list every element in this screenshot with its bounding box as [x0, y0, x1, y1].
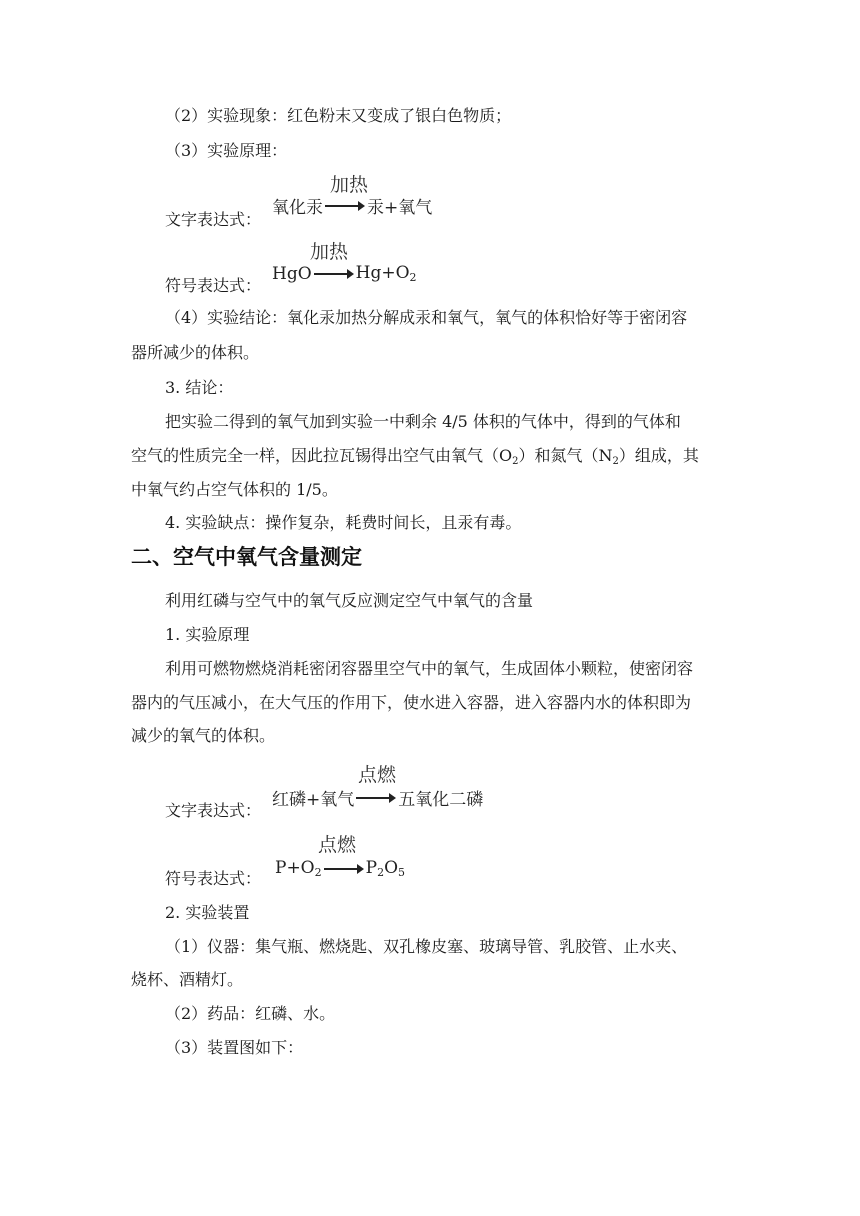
conclusion-heading: 3. 结论：: [165, 378, 234, 397]
product: Hg+O2: [355, 263, 417, 284]
product: 五氧化二磷: [398, 790, 484, 810]
symbol-equation-label: 符号表达式：: [165, 276, 262, 295]
apparatus-instruments: （1）仪器：集气瓶、燃烧匙、双孔橡皮塞、玻璃导管、乳胶管、止水夹、: [165, 937, 688, 956]
principle-text-2: 器内的气压减小，在大气压的作用下，使水进入容器，进入容器内水的体积即为: [131, 693, 692, 712]
symbol-equation: [275, 858, 405, 879]
apparatus-instruments-cont: 烧杯、酒精灯。: [131, 970, 244, 989]
product: 汞+氧气: [367, 198, 433, 218]
reaction-arrow-icon: [314, 268, 354, 280]
reaction-condition: 点燃: [318, 834, 357, 856]
reaction-condition: 加热: [310, 241, 349, 263]
principle-heading: 1. 实验原理: [165, 625, 250, 644]
apparatus-diagram-label: （3）装置图如下：: [165, 1038, 304, 1057]
experiment-principle-label: （3）实验原理：: [165, 141, 288, 160]
experiment-phenomenon: （2）实验现象：红色粉末又变成了银白色物质；: [165, 106, 512, 125]
reactant: P+O2: [275, 858, 322, 879]
product: P2O5: [365, 858, 406, 879]
conclusion-text-3: 中氧气约占空气体积的 1/5。: [131, 480, 338, 499]
principle-text-1: 利用可燃物燃烧消耗密闭容器里空气中的氧气，生成固体小颗粒，使密闭容: [165, 659, 694, 678]
reaction-condition: 加热: [330, 174, 369, 196]
reactant: 红磷+氧气: [272, 790, 355, 810]
section-heading: 二、空气中氧气含量测定: [131, 545, 362, 569]
reaction-condition: 点燃: [358, 764, 397, 786]
symbol-equation-label: 符号表达式：: [165, 869, 262, 888]
reaction-arrow-icon: [325, 200, 365, 212]
reactant: 氧化汞: [272, 198, 323, 218]
experiment-conclusion-cont: 器所减少的体积。: [131, 343, 260, 362]
word-equation: [272, 785, 483, 810]
conclusion-text-2: 空气的性质完全一样，因此拉瓦锡得出空气由氧气$(O_2)$和氮气$(N_2)$组成，其: [131, 446, 699, 467]
apparatus-heading: 2. 实验装置: [165, 903, 250, 922]
experiment-drawback: 4. 实验缺点：操作复杂，耗费时间长，且汞有毒。: [165, 513, 522, 532]
conclusion-text-1: 把实验二得到的氧气加到实验一中剩余 4/5 体积的气体中，得到的气体和: [165, 412, 681, 431]
reaction-arrow-icon: [356, 792, 396, 804]
symbol-equation: [272, 263, 417, 284]
word-equation-label: 文字表达式：: [165, 801, 262, 820]
reaction-arrow-icon: [324, 863, 364, 875]
reactant: HgO: [272, 263, 312, 284]
experiment-conclusion: （4）实验结论：氧化汞加热分解成汞和氧气，氧气的体积恰好等于密闭容: [165, 308, 688, 327]
section-intro: 利用红磷与空气中的氧气反应测定空气中氧气的含量: [165, 591, 534, 610]
word-equation-label: 文字表达式：: [165, 210, 262, 229]
principle-text-3: 减少的氧气的体积。: [131, 726, 276, 745]
apparatus-reagents: （2）药品：红磷、水。: [165, 1004, 336, 1023]
word-equation: [272, 193, 432, 218]
